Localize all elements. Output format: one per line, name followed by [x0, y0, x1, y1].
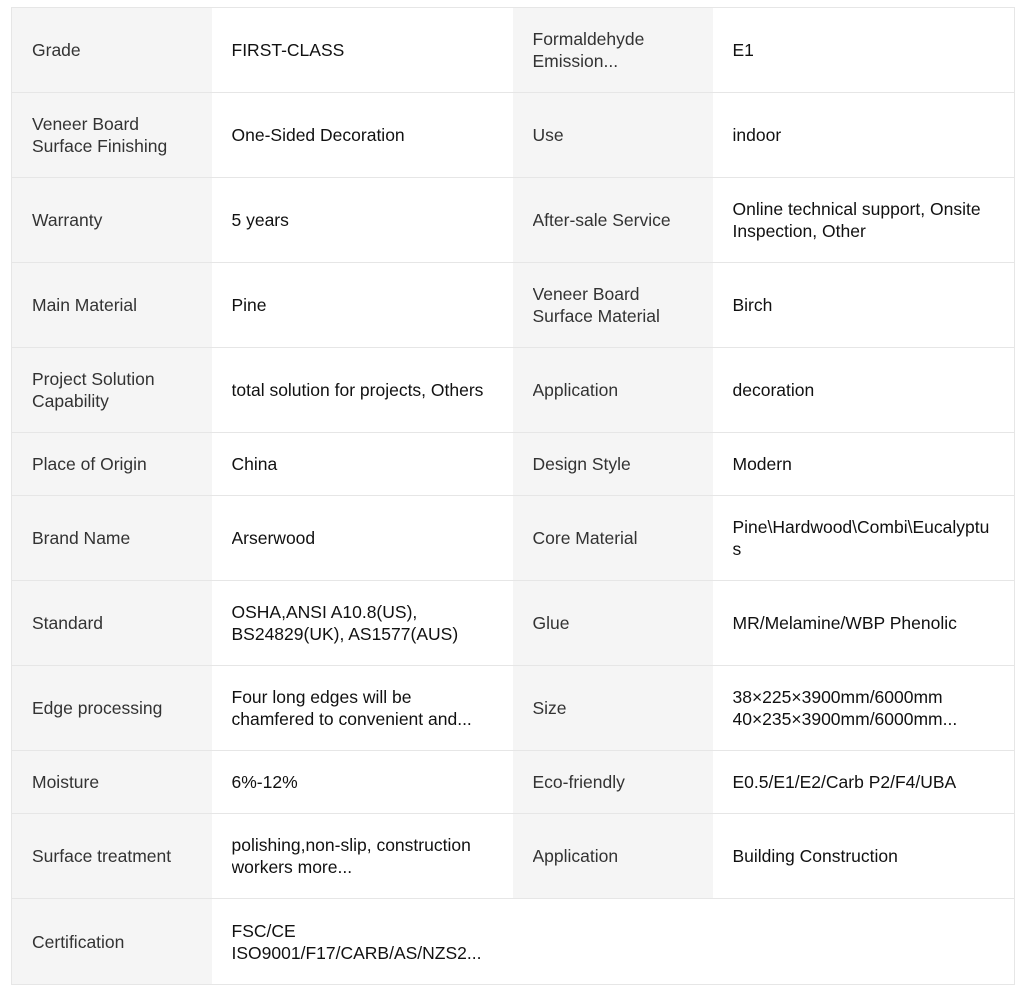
spec-label: Application — [513, 348, 713, 433]
spec-value: decoration — [713, 348, 1015, 433]
spec-label: Eco-friendly — [513, 751, 713, 814]
spec-value: Modern — [713, 433, 1015, 496]
spec-value: 38×225×3900mm/6000mm 40×235×3900mm/6000mm... — [713, 666, 1015, 751]
spec-value: FIRST-CLASS — [212, 8, 513, 93]
spec-value: E0.5/E1/E2/Carb P2/F4/UBA — [713, 751, 1015, 814]
spec-value: Four long edges will be chamfered to convenient and... — [212, 666, 513, 751]
spec-value: Pine — [212, 263, 513, 348]
spec-value: FSC/CE ISO9001/F17/CARB/AS/NZS2... — [212, 899, 513, 985]
table-row — [12, 8, 1015, 93]
spec-value: Pine\Hardwood\Combi\Eucalyptus — [713, 496, 1015, 581]
spec-label: Place of Origin — [12, 433, 212, 496]
spec-value: China — [212, 433, 513, 496]
empty-cell — [513, 899, 1015, 985]
spec-value: E1 — [713, 8, 1015, 93]
spec-value: 5 years — [212, 178, 513, 263]
spec-value: Birch — [713, 263, 1015, 348]
table-row — [12, 666, 1015, 751]
spec-value: total solution for projects, Others — [212, 348, 513, 433]
table-row — [12, 496, 1015, 581]
spec-label: Veneer Board Surface Material — [513, 263, 713, 348]
spec-label: Design Style — [513, 433, 713, 496]
spec-label: Edge processing — [12, 666, 212, 751]
table-row — [12, 581, 1015, 666]
spec-label: Warranty — [12, 178, 212, 263]
product-specifications-table — [11, 7, 1015, 985]
spec-value: OSHA,ANSI A10.8(US), BS24829(UK), AS1577(AUS) — [212, 581, 513, 666]
spec-label: Application — [513, 814, 713, 899]
table-row — [12, 433, 1015, 496]
spec-label: After-sale Service — [513, 178, 713, 263]
table-row — [12, 263, 1015, 348]
table-row — [12, 751, 1015, 814]
spec-value: polishing,non-slip, construction workers more... — [212, 814, 513, 899]
spec-label: Moisture — [12, 751, 212, 814]
spec-label: Brand Name — [12, 496, 212, 581]
spec-label: Grade — [12, 8, 212, 93]
spec-value: 6%-12% — [212, 751, 513, 814]
spec-label: Glue — [513, 581, 713, 666]
spec-value: Online technical support, Onsite Inspection, Other — [713, 178, 1015, 263]
spec-label: Main Material — [12, 263, 212, 348]
spec-label: Certification — [12, 899, 212, 985]
spec-label: Surface treatment — [12, 814, 212, 899]
spec-label: Veneer Board Surface Finishing — [12, 93, 212, 178]
spec-label: Size — [513, 666, 713, 751]
spec-label: Use — [513, 93, 713, 178]
spec-label: Standard — [12, 581, 212, 666]
table-row — [12, 93, 1015, 178]
spec-label: Formaldehyde Emission... — [513, 8, 713, 93]
spec-label: Core Material — [513, 496, 713, 581]
table-row — [12, 178, 1015, 263]
spec-label: Project Solution Capability — [12, 348, 212, 433]
table-row — [12, 899, 1015, 985]
table-row — [12, 814, 1015, 899]
spec-value: Arserwood — [212, 496, 513, 581]
spec-value: MR/Melamine/WBP Phenolic — [713, 581, 1015, 666]
spec-value: Building Construction — [713, 814, 1015, 899]
table-row — [12, 348, 1015, 433]
spec-value: indoor — [713, 93, 1015, 178]
spec-value: One-Sided Decoration — [212, 93, 513, 178]
